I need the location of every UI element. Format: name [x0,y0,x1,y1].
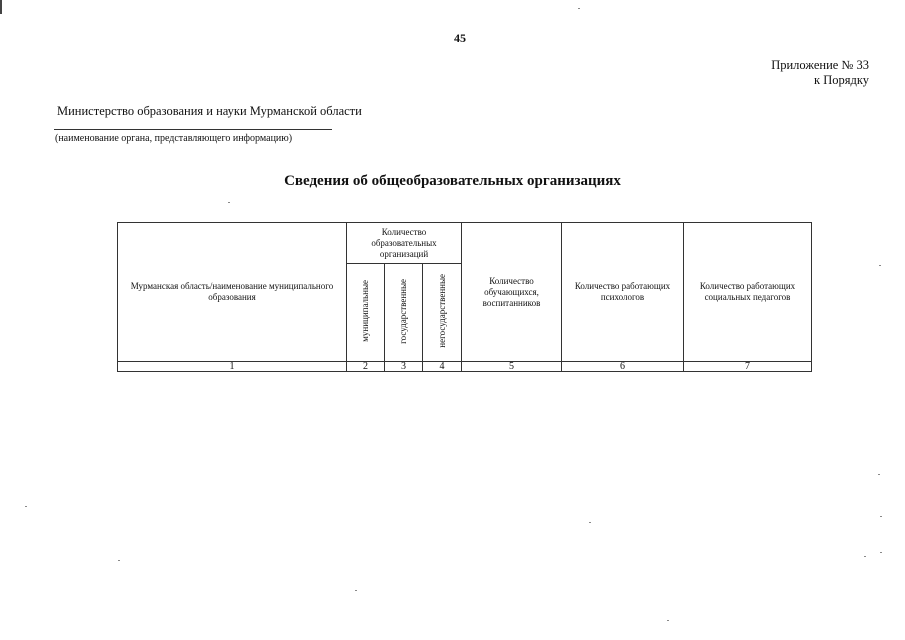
column-number-2: 2 [347,362,385,372]
header-region-label: Мурманская область/наименование муниципального образования [130,281,334,302]
scan-speck [667,620,669,621]
header-municipal [347,264,385,362]
column-number-row [118,362,812,372]
scan-speck [879,265,881,266]
scan-speck [880,552,882,553]
header-municipal-label: муниципальные [360,280,370,342]
header-row-top [118,223,812,264]
header-nonstate [423,264,462,362]
organization-caption: (наименование органа, представляющего информацию) [55,133,293,144]
header-psychologists [562,223,684,362]
header-state [385,264,423,362]
appendix-reference [771,58,869,88]
document-title: Сведения об общеобразовательных организациях [284,173,621,189]
header-psychologists-label: Количество работающих психологов [574,281,671,302]
header-students-label: Количество обучающихся, воспитанников [482,275,541,308]
appendix-order: к Порядку [814,73,869,87]
header-social-teachers-label: Количество работающих социальных педагогов [699,281,796,302]
column-number-7: 7 [684,362,812,372]
scan-speck [578,8,580,9]
column-number-5: 5 [462,362,562,372]
organization-name: Министерство образования и науки Мурманской области [57,104,362,118]
column-number-6: 6 [562,362,684,372]
header-region [118,223,347,362]
header-state-label: государственные [398,278,408,344]
page-number: 45 [454,31,466,45]
scan-speck [25,506,27,507]
scan-speck [355,590,357,591]
report-table [117,222,812,372]
scan-edge-mark [0,0,2,14]
appendix-number: Приложение № 33 [771,58,869,72]
scan-speck [118,560,120,561]
header-students [462,223,562,362]
header-nonstate-label: негосударственные [436,274,447,348]
header-social-teachers [684,223,812,362]
scan-speck [589,522,591,523]
header-org-count [347,223,462,264]
scan-speck [864,556,866,557]
scan-speck [228,202,230,203]
organization-underline [54,129,332,130]
column-number-1: 1 [118,362,347,372]
header-org-count-label: Количество образовательных организаций [371,226,437,259]
scan-speck [878,474,880,475]
scan-speck [880,516,882,517]
column-number-3: 3 [385,362,423,372]
column-number-4: 4 [423,362,462,372]
